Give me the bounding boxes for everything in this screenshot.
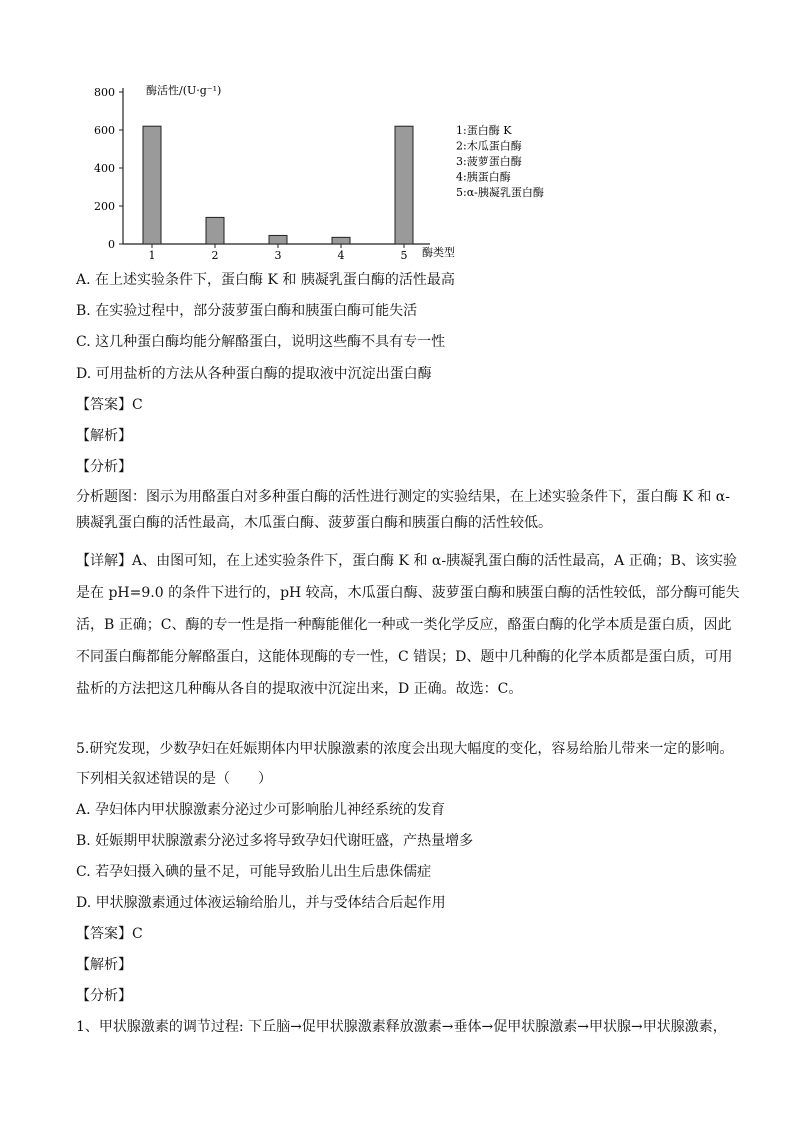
- q4-answer: 【答案】C: [76, 397, 143, 413]
- y-tick-label: 200: [94, 200, 115, 213]
- q5-stem: [76, 734, 734, 794]
- q4-option-b: B. 在实验过程中，部分菠萝蛋白酶和胰蛋白酶可能失活: [76, 303, 418, 319]
- legend-entry: 2:木瓜蛋白酶: [456, 139, 522, 153]
- x-tick-label: 5: [400, 249, 408, 260]
- bar: [395, 126, 413, 244]
- y-axis-label: 酶活性/(U·g⁻¹): [146, 84, 222, 97]
- q5-stem-line: 下列相关叙述错误的是（ ）: [76, 771, 272, 787]
- q5-option-c: C. 若孕妇摄入碘的量不足，可能导致胎儿出生后患侏儒症: [76, 864, 432, 880]
- x-tick-label: 4: [337, 249, 345, 260]
- y-tick-label: 400: [94, 162, 115, 175]
- bar: [143, 126, 161, 244]
- q5-option-b: B. 妊娠期甲状腺激素分泌过多将导致孕妇代谢旺盛，产热量增多: [76, 833, 474, 849]
- x-tick-label: 3: [274, 249, 282, 260]
- q4-detail-line: 不同蛋白酶都能分解酪蛋白，这能体现酶的专一性，C 错误；D、题中几种酶的化学本质都是蛋白质，可用: [76, 649, 733, 665]
- q4-analysis-heading: 【解析】: [76, 428, 132, 444]
- q4-detail-line: 是在 pH=9.0 的条件下进行的，pH 较高，木瓜蛋白酶、菠萝蛋白酶和胰蛋白酶的活性较低，部分酶可能失: [76, 585, 740, 601]
- q5-analysis-heading: 【解析】: [76, 957, 132, 973]
- q5-option-d: D. 甲状腺激素通过体液运输给胎儿，并与受体结合后起作用: [76, 895, 446, 911]
- q4-option-a: A. 在上述实验条件下，蛋白酶 K 和 胰凝乳蛋白酶的活性最高: [76, 272, 455, 288]
- x-tick-label: 2: [211, 249, 219, 260]
- q5-analysis-line: 1、甲状腺激素的调节过程: 下丘脑→促甲状腺激素释放激素→垂体→促甲状腺激素→甲状腺→甲状腺激素，: [76, 1019, 727, 1035]
- q4-detail-paragraph: [76, 545, 740, 705]
- q4-detail-line: 盐析的方法把这几种酶从各自的提取液中沉淀出来，D 正确。故选：C。: [76, 681, 523, 697]
- q4-option-c: C. 这几种蛋白酶均能分解酪蛋白，说明这些酶不具有专一性: [76, 334, 446, 350]
- q4-detail-line: 【详解】A、由图可知，在上述实验条件下，蛋白酶 K 和 α-胰凝乳蛋白酶的活性最高，A 正确；B、该实验: [76, 553, 737, 569]
- q5-stem-line: 5.研究发现，少数孕妇在妊娠期体内甲状腺激素的浓度会出现大幅度的变化，容易给胎儿带来一定的影响。: [76, 741, 734, 757]
- q5-answer: 【答案】C: [76, 926, 143, 942]
- bar: [332, 237, 350, 244]
- q4-analysis-line: 分析题图：图示为用酪蛋白对多种蛋白酶的活性进行测定的实验结果，在上述实验条件下，蛋白酶 K 和 α-: [76, 489, 730, 505]
- legend-entry: 3:菠萝蛋白酶: [456, 155, 522, 168]
- bar: [206, 217, 224, 244]
- legend-entry: 4:胰蛋白酶: [456, 170, 511, 184]
- y-tick-label: 600: [94, 124, 115, 137]
- q5-option-a: A. 孕妇体内甲状腺激素分泌过少可影响胎儿神经系统的发育: [76, 802, 446, 818]
- q5-analysis-subheading: 【分析】: [76, 988, 132, 1004]
- q4-option-d: D. 可用盐析的方法从各种蛋白酶的提取液中沉淀出蛋白酶: [76, 366, 432, 382]
- y-tick-label: 0: [108, 238, 115, 251]
- legend-entry: 5:α-胰凝乳蛋白酶: [456, 186, 544, 199]
- q4-analysis-subheading: 【分析】: [76, 459, 132, 475]
- y-tick-label: 800: [94, 86, 115, 99]
- bar: [269, 235, 287, 244]
- enzyme-activity-bar-chart: [86, 80, 606, 260]
- x-tick-label: 1: [148, 249, 156, 260]
- q4-detail-line: 活，B 正确；C、酶的专一性是指一种酶能催化一种或一类化学反应，酪蛋白酶的化学本质是蛋白质，因此: [76, 617, 732, 633]
- x-axis-label: 酶类型: [422, 246, 455, 259]
- q4-analysis-paragraph: [76, 484, 730, 536]
- legend-entry: 1:蛋白酶 K: [456, 124, 512, 137]
- q4-analysis-line: 胰凝乳蛋白酶的活性最高，木瓜蛋白酶、菠萝蛋白酶和胰蛋白酶的活性较低。: [76, 515, 552, 531]
